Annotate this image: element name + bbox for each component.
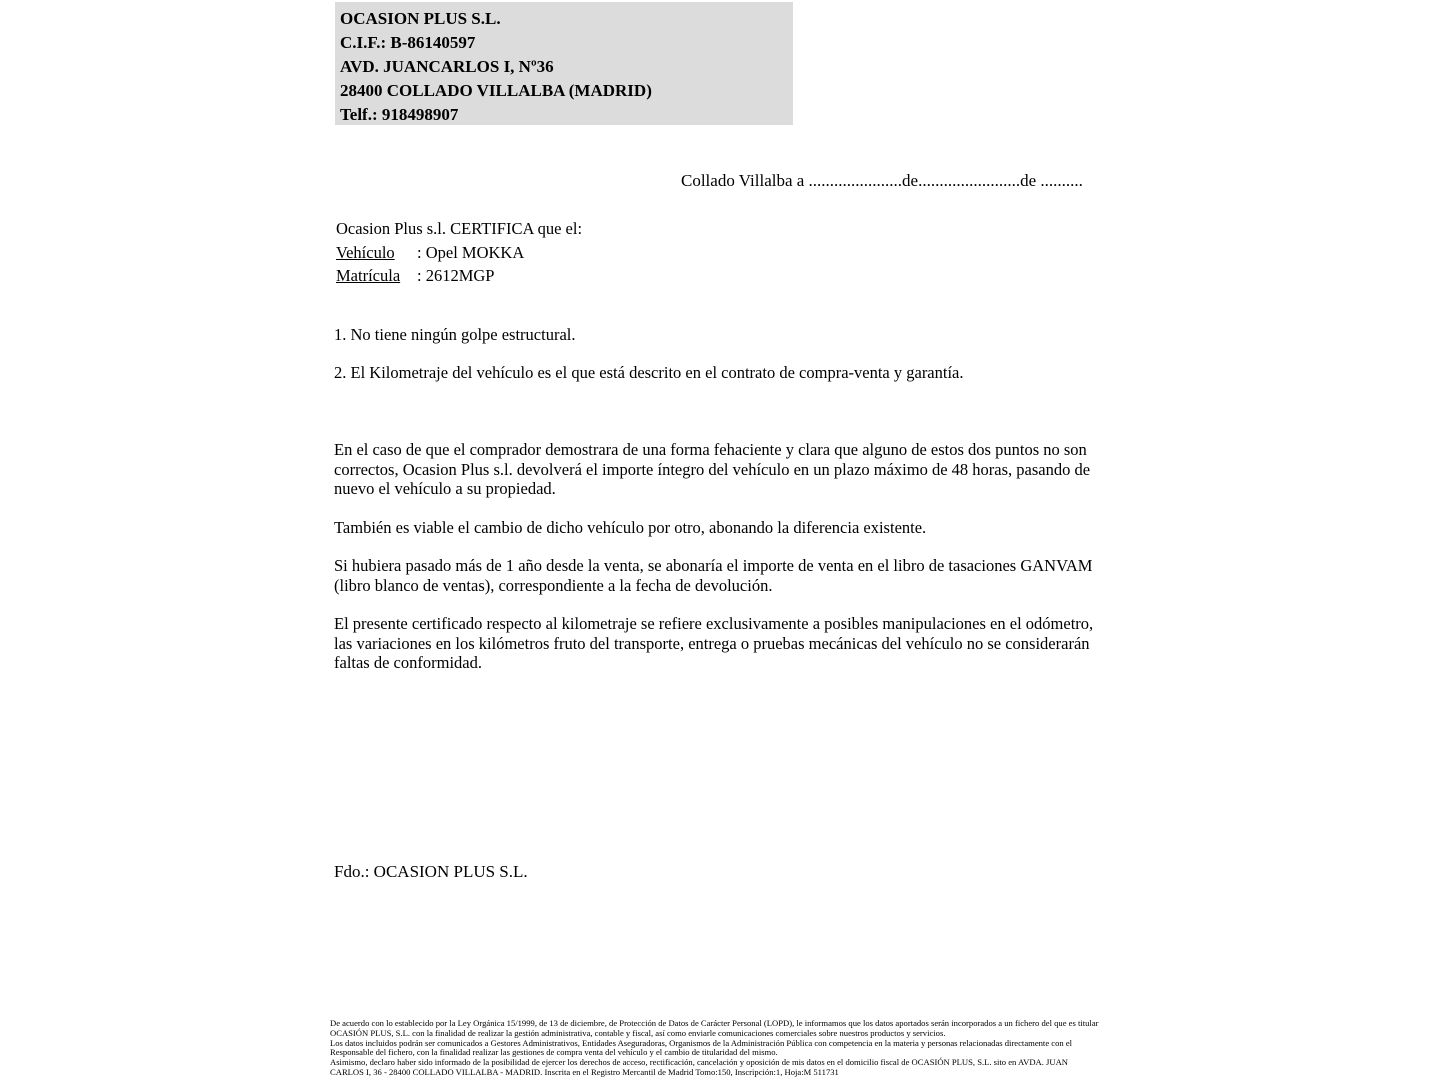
company-header-box — [335, 2, 793, 125]
legal-footer-line: OCASIÓN PLUS, S.L. con la finalidad de realizar la gestión administrativa, contable y fiscal, así como enviarle comunicaciones comerciales sobre nuestros productos y servicios. — [330, 1027, 946, 1038]
legal-footer — [330, 1019, 1120, 1078]
company-city: 28400 COLLADO VILLALBA (MADRID) — [340, 81, 652, 100]
body-paragraph-odometer: El presente certificado respecto al kilometraje se refiere exclusivamente a posibles manipulaciones en el odómetro, las variaciones en los kilómetros fruto del transporte, entrega o pruebas mecánicas del vehículo no se considerarán faltas de conformidad. — [334, 614, 1094, 672]
vehicle-label: Vehículo — [336, 242, 395, 262]
plate-field — [336, 264, 582, 288]
plate-value: : 2612MGP — [417, 266, 495, 285]
body-paragraph-exchange: También es viable el cambio de dicho vehículo por otro, abonando la diferencia existente. — [334, 517, 927, 537]
legal-footer-line: De acuerdo con lo establecido por la Ley Orgánica 15/1999, de 13 de diciembre, de Protección de Datos de Carácter Personal (LOPD), le informamos que los datos aportados serán incorporados a un fichero del que es titular — [330, 1018, 1099, 1028]
signature-line: Fdo.: OCASION PLUS S.L. — [334, 862, 528, 881]
clause-2: 2. El Kilometraje del vehículo es el que está descrito en el contrato de compra-venta y garantía. — [334, 363, 964, 382]
vehicle-value: : Opel MOKKA — [417, 242, 525, 262]
body-paragraph-ganvam: Si hubiera pasado más de 1 año desde la venta, se abonaría el importe de venta en el libro de tasaciones GANVAM (libro blanco de ventas), correspondiente a la fecha de devolución. — [334, 556, 1093, 595]
certification-intro: Ocasion Plus s.l. CERTIFICA que el: — [336, 219, 583, 238]
legal-footer-line: Asimismo, declaro haber sido informado de la posibilidad de ejercer los derechos de acceso, rectificación, cancelación y oposición de mis datos en el domicilio fiscal de OCASIÓN PLUS, S.L. sito en AVDA. JUAN — [330, 1057, 1069, 1068]
company-cif: C.I.F.: B-86140597 — [340, 33, 476, 52]
legal-footer-line: Responsable del fichero, con la finalidad realizar las gestiones de compra venta del vehículo y el cambio de titularidad del mismo. — [330, 1047, 778, 1058]
legal-footer-line: CARLOS I, 36 - 28400 COLLADO VILLALBA - MADRID. Inscrita en el Registro Mercantil de Madrid Tomo:150, Inscripción:1, Hoja:M 511731 — [330, 1066, 839, 1077]
company-address: AVD. JUANCARLOS I, Nº36 — [340, 57, 554, 76]
clause-1: 1. No tiene ningún golpe estructural. — [334, 325, 576, 344]
plate-label: Matrícula — [336, 266, 401, 285]
certification-block — [336, 217, 582, 288]
company-name: OCASION PLUS S.L. — [340, 9, 501, 28]
legal-footer-line: Los datos incluidos podrán ser comunicados a Gestores Administrativos, Entidades Aseguradoras, Organismos de la Administración Pública con competencia en la materia y personas relacionadas directamente con el — [330, 1037, 1073, 1048]
body-paragraphs — [334, 440, 1104, 692]
company-phone: Telf.: 918498907 — [340, 105, 459, 124]
vehicle-field — [336, 241, 582, 265]
date-line: Collado Villalba a ......................de........................de .......... — [681, 171, 1083, 190]
body-paragraph-refund: En el caso de que el comprador demostrara de una forma fehaciente y clara que alguno de estos dos puntos no son correctos, Ocasion Plus s.l. devolverá el importe íntegro del vehículo en un plazo máximo de 48 horas, pasando de nuevo el vehículo a su propiedad. — [334, 440, 1091, 498]
